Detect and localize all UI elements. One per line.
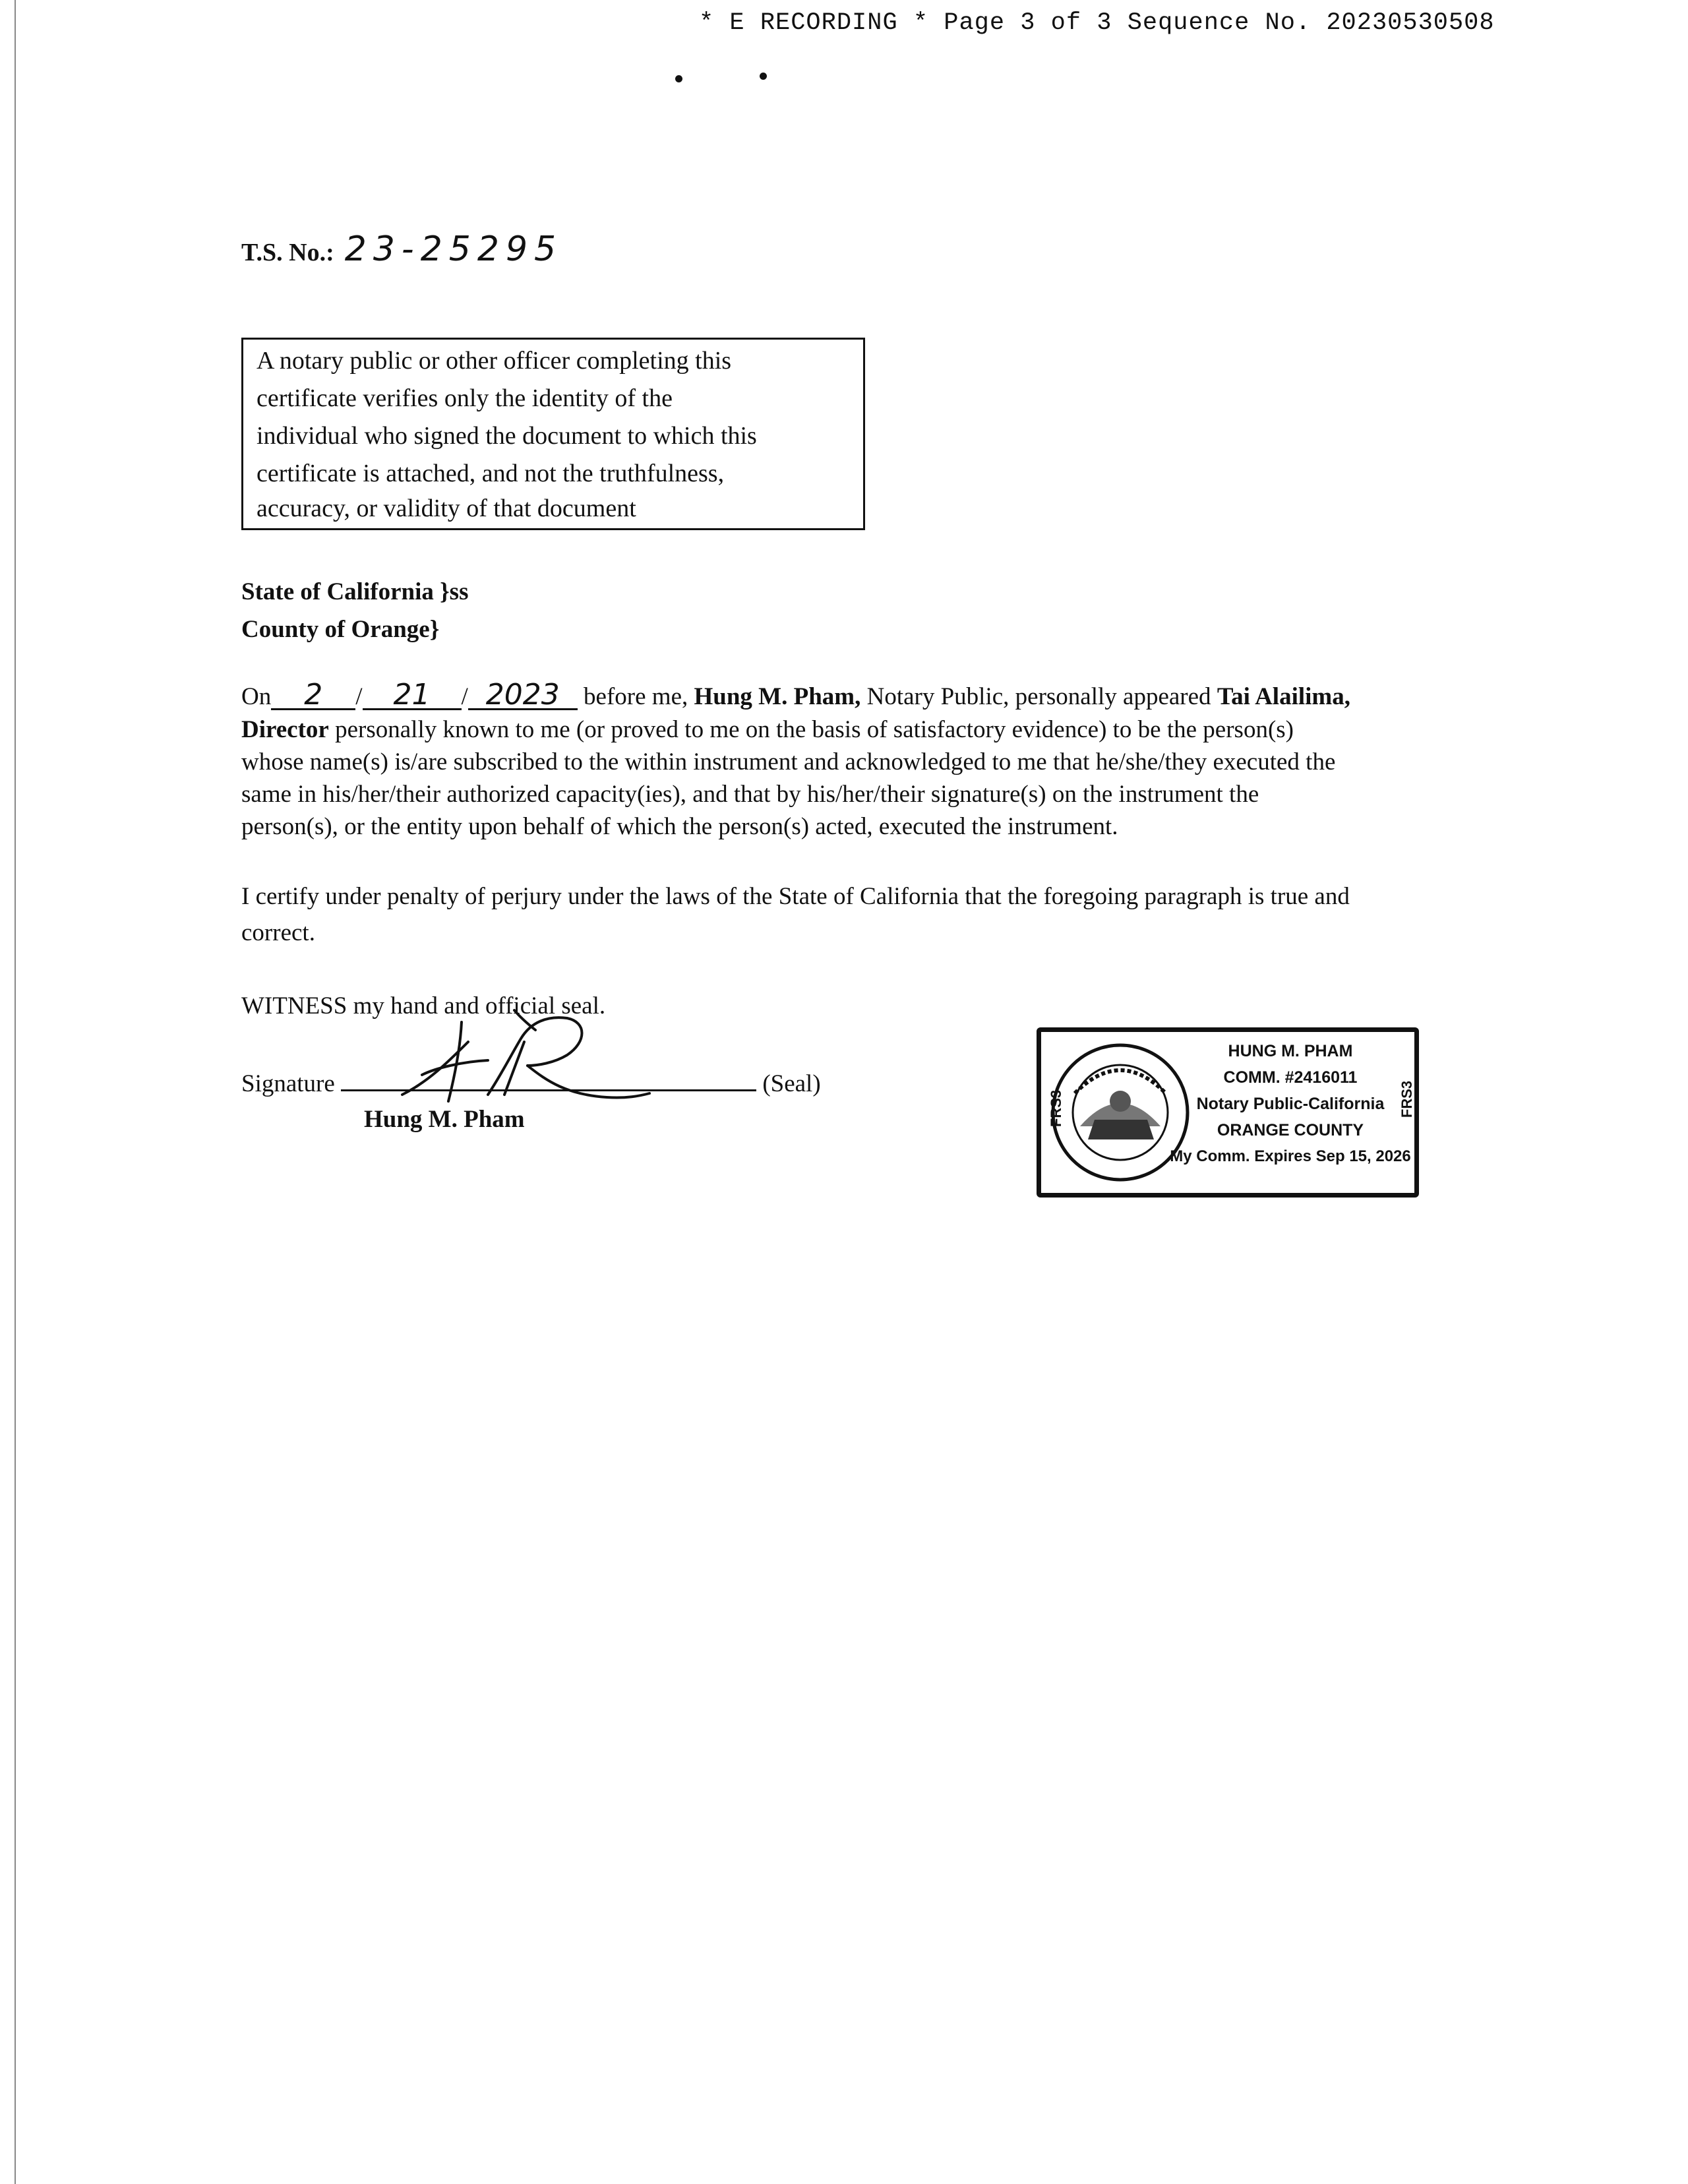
venue-county: County of Orange} bbox=[241, 616, 440, 643]
acknowledgment-line-5: person(s), or the entity upon behalf of which the person(s) acted, executed the instrument. bbox=[241, 813, 1118, 840]
recording-header: * E RECORDING * Page 3 of 3 Sequence No. 20230530508 bbox=[699, 9, 1495, 37]
ts-label: T.S. No.: bbox=[241, 239, 334, 266]
notice-line: certificate verifies only the identity of the bbox=[256, 384, 673, 412]
notary-title: Notary Public, personally appeared bbox=[860, 683, 1217, 710]
acknowledgment-text: personally known to me (or proved to me on the basis of satisfactory evidence) to be the person(s) bbox=[328, 716, 1294, 743]
signer-printed-name: Hung M. Pham bbox=[364, 1106, 525, 1133]
date-month: 2 bbox=[271, 682, 355, 710]
date-slash: / bbox=[355, 683, 363, 710]
scan-dot bbox=[760, 73, 767, 80]
notary-seal-stamp bbox=[1037, 1027, 1419, 1198]
signer-name: Tai Alailima, bbox=[1217, 683, 1350, 710]
handwritten-signature bbox=[389, 1002, 653, 1108]
seal-expiration: My Comm. Expires Sep 15, 2026 bbox=[1170, 1147, 1411, 1165]
seal-side-code-left: FRS3 bbox=[1048, 1089, 1065, 1128]
date-day: 21 bbox=[363, 682, 462, 710]
notice-line: individual who signed the document to which this bbox=[256, 422, 757, 450]
signature-label: Signature bbox=[241, 1070, 335, 1097]
notice-line: accuracy, or validity of that document bbox=[256, 495, 636, 522]
acknowledgment-line-2 bbox=[241, 715, 1294, 744]
scan-margin-line bbox=[15, 0, 16, 2184]
notice-line: A notary public or other officer completing this bbox=[256, 347, 732, 375]
acknowledgment-line-4: same in his/her/their authorized capacity(ies), and that by his/her/their signature(s) on the instrument the bbox=[241, 781, 1259, 808]
seal-commission: COMM. #2416011 bbox=[1223, 1068, 1358, 1087]
witness-text: WITNESS my hand and official seal. bbox=[241, 992, 606, 1019]
certification-line-1: I certify under penalty of perjury under the laws of the State of California that the foregoing paragraph is true and bbox=[241, 883, 1350, 910]
date-slash: / bbox=[461, 683, 468, 710]
notary-name: Hung M. Pham, bbox=[694, 683, 861, 710]
certification-line-2: correct. bbox=[241, 919, 315, 946]
ts-number-line bbox=[241, 229, 562, 269]
seal-title: Notary Public-California bbox=[1196, 1095, 1385, 1113]
ts-handwritten-number: 23-25295 bbox=[344, 229, 563, 269]
signer-title: Director bbox=[241, 716, 329, 743]
notice-line: certificate is attached, and not the truthfulness, bbox=[256, 460, 725, 487]
acknowledgment-line-3: whose name(s) is/are subscribed to the within instrument and acknowledged to me that he/she/they executed the bbox=[241, 748, 1336, 775]
acknowledgment-line-1 bbox=[241, 678, 1350, 712]
before-me-text: before me, bbox=[577, 683, 694, 710]
date-year: 2023 bbox=[468, 682, 578, 710]
seal-label: (Seal) bbox=[762, 1070, 821, 1097]
on-label: On bbox=[241, 683, 272, 710]
venue-state: State of California }ss bbox=[241, 578, 469, 605]
seal-county: ORANGE COUNTY bbox=[1217, 1121, 1364, 1139]
seal-notary-name: HUNG M. PHAM bbox=[1228, 1042, 1353, 1060]
seal-side-code-right: FRS3 bbox=[1399, 1080, 1416, 1118]
notary-notice-box bbox=[241, 338, 865, 530]
scan-dot bbox=[675, 75, 682, 82]
